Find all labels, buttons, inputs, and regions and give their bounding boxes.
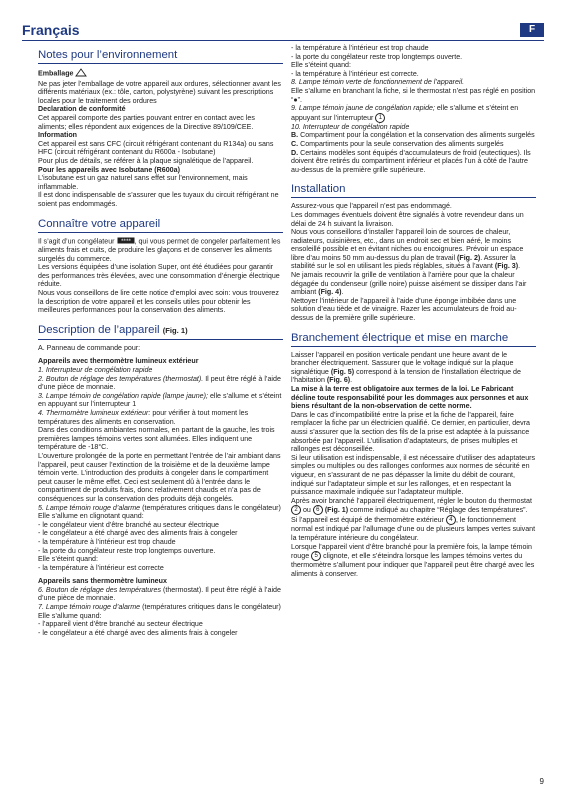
elec-heading: Branchement électrique et mise en marche — [291, 331, 509, 344]
know-heading-rule — [38, 232, 283, 233]
emballage-text: Ne pas jeter l’emballage de votre appareil aux ordures, sélectionner avant les différents matériaux (ex.: tôle, carton, polystyrène) suivant les prescriptions locales pour le traitement des ordures — [38, 79, 281, 105]
isobutane-text: L’isobutane est un gaz naturel sans effet sur l’environnement, mais inflammable. — [38, 174, 248, 191]
item-4-c: Dans des conditions ambiantes normales, en partant de la gauche, les trois premières lampes témoins vertes sont allumées. Elles indiquent une température de -18°C. — [38, 426, 275, 452]
know-paragraph-1: Il s’agit d’un congélateur **** , qui vous permet de congeler parfaitement les aliments frais et cuits, de produire les glaçons et de conserver les aliments surgelés du commerce. — [38, 237, 281, 263]
elec-7: Lorsque l’appareil vient d’être branché pour la première fois, la lampe témoin rouge 5 clignote, et elle s’éteindra lorsque les lampes témoins vertes du thermomètre s’allument pour indiquer que l’appareil peut être chargé avec les aliments à conserver. — [291, 542, 535, 578]
language-badge: F — [520, 23, 544, 37]
freezer-star-icon — [117, 237, 135, 247]
item-4-d: L’ouverture prolongée de la porte en permettant l’entrée de l’air ambiant dans l’appareil, peut causer l’extinction de la troisième et de la deuxième lampe témoin verte. L’introduction des produits à congeler dans le compartiment peut causer le même effet. Ceci est seulement dû à l’entrée dans le compartiment de produits frais, donc relativement chauds et n’a pas de conséquences sur la conservation des produits déjà congelés. — [38, 451, 281, 503]
know-paragraph-3: Nous vous conseillons de lire cette notice d’emploi avec soin: vous trouverez la description de votre appareil et les conseils utiles pour obtenir les meilleures performances pour la conservation des aliments. — [38, 289, 279, 315]
install-2: Les dommages éventuels doivent être signalés à votre revendeur dans un délai de 24 h suivant la livraison. — [291, 210, 524, 228]
elec-3: Dans le cas d’incompatibilité entre la prise et la fiche de l’appareil, faire remplacer la fiche par un électricien qualifié. Ce dernier, en particulier, devra aussi s’assurer que la section des fils de la prise est adaptée à la puissance absorbée par l’appareil. L’utilisation d’adaptateurs, de prises multiples et rallonges est déconseillée. — [291, 410, 530, 454]
item-5-e: - le congélateur a été chargé avec des aliments frais à congeler — [38, 529, 238, 538]
install-heading-rule — [291, 197, 536, 198]
elec-2: La mise à la terre est obligatoire aux termes de la loi. Le Fabricant décline toute responsabilité pour les dommages aux personnes et aux biens résultant de la non-observation de cette norme. — [291, 385, 529, 411]
item-7-d: - l’appareil vient d’être branché au secteur électrique — [38, 620, 203, 629]
page-header — [22, 22, 544, 38]
item-7-e: - le congélateur a été chargé avec des aliments frais à congeler — [38, 628, 238, 637]
elec-5: Après avoir branché l’appareil électriquement, régler le bouton du thermostat 2 ou 6 (Fig. 1) comme indiqué au chapitre “Réglage des températures”. — [291, 496, 532, 515]
item-5-i: - la température à l’intérieur est correcte — [38, 563, 164, 572]
desc-heading: Description de l’appareil (Fig. 1) — [38, 323, 188, 336]
emballage-title: Emballage — [38, 69, 74, 78]
circled-number-icon: 2 — [291, 505, 301, 515]
install-heading: Installation — [291, 183, 346, 196]
nothermo-title: Appareils sans thermomètre lumineux — [38, 577, 167, 586]
r-line-4: - la température à l’intérieur est correcte. — [291, 69, 419, 78]
item-5-g: - la porte du congélateur reste trop longtemps ouverture. — [38, 546, 216, 555]
item-9: 9. Lampe témoin jaune de congélation rapide; elle s’allume et s’éteint en appuyant sur l’interrupteur 1 — [291, 104, 519, 122]
item-7: 7. Lampe témoin rouge d’alarme (températures critiques dans le congélateur) — [38, 603, 281, 612]
circled-number-icon: 4 — [446, 515, 456, 525]
header-rule — [22, 40, 544, 41]
elec-4: Si leur utilisation est indispensable, il est nécessaire d’utiliser des adaptateurs simples ou multiples ou des rallonges conformes aux normes de sécurité en vigueur, en s’assurant de ne pas dépasser la limite du débit de courant, indiqué sur l’adaptateur simple et sur les rallonges, et en respectant la puissance maximale indiquée sur l’adaptateur multiple. — [291, 453, 536, 497]
r-line-1: - la température à l’intérieur est trop chaude — [291, 44, 429, 52]
item-10: 10. Interrupteur de congélation rapide — [291, 122, 410, 131]
desc-heading-rule — [38, 339, 283, 340]
isobutane-title: Pour les appareils avec Isobutane (R600a) — [38, 165, 180, 174]
thermo-title: Appareils avec thermomètre lumineux extérieur — [38, 357, 199, 366]
item-5-h: Elle s’éteint quand: — [38, 555, 98, 564]
item-5-f: - la température à l’intérieur est trop chaude — [38, 537, 176, 546]
svg-text:****: **** — [120, 238, 131, 244]
item-d: D. Certains modèles sont équipés d’accumulateurs de froid (eutectiques). Ils doivent être retirés du compartiment inférieur et placés l’un à côté de l’autre au-dessus de la première grille supérieure. — [291, 148, 531, 174]
elec-heading-rule — [291, 346, 536, 347]
right-column — [291, 44, 536, 578]
item-b: B. Compartiment pour la congélation et la conservation des aliments surgelés — [291, 131, 535, 140]
item-5-c: Elle s’allume en clignotant quand: — [38, 512, 144, 521]
left-column — [38, 48, 283, 637]
circled-number-icon: 1 — [375, 113, 385, 123]
install-1: Assurez-vous que l’appareil n’est pas endommagé. — [291, 202, 452, 211]
install-4: Ne jamais recouvrir la grille de ventilation à l’arrière pour que la chaleur dégagée du condenseur (grille noire) puisse aisément se dissiper dans l’air ambiant (Fig. 4). — [291, 271, 527, 297]
item-5: 5. Lampe témoin rouge d’alarme (températures critiques dans le congélateur) — [38, 503, 281, 512]
circled-number-icon: 5 — [311, 551, 321, 561]
install-3: Nous vous conseillons d’installer l’appareil loin de sources de chaleur, radiateurs, cuisinières, etc., dans un endroit sec et bien aéré, le moins ensoleillé possible et en évitant niches ou encoignures. Prévoir un espace libre d’au moins 50 mm au-dessus du plan de travail (Fig. 2). Assurer la stabilité sur le sol en utilisant les pieds réglables, situés à l’avant (Fig. 3). — [291, 228, 524, 271]
information-title: Information — [38, 131, 78, 140]
elec-6: Si l’appareil est équipé de thermomètre extérieur 4 , le fonctionnement normal est indiqué par l’allumage d’une ou de plusieurs lampes vertes suivant la température intérieure du congélateur. — [291, 516, 536, 542]
item-8: 8. Lampe témoin verte de fonctionnement de l’appareil. — [291, 78, 465, 87]
conformite-text: Cet appareil comporte des parties pouvant entrer en contact avec les aliments; elles répondent aux exigences de la Directive 89/109/CEE. — [38, 113, 255, 131]
circled-number-icon: 6 — [313, 505, 323, 515]
item-1: 1. Interrupteur de congélation rapide — [38, 366, 153, 375]
item-3: 3. Lampe témoin de congélation rapide (lampe jaune); elle s’allume et s’éteint en appuyant sur l’interrupteur 1 — [38, 391, 282, 409]
elec-1: Laisser l’appareil en position verticale pendant une heure avant de le brancher électriquement. Sassurer que le voltage indiqué sur la plaque signalétique (Fig. 5) correspond à la tension de l’installation électrique de l’habitation (Fig. 6). — [291, 350, 521, 385]
r-line-2: - la porte du congélateur reste trop longtemps ouverte. — [291, 52, 463, 61]
item-7-c: Elle s’allume quand: — [38, 611, 102, 620]
isobutane-text-2: Il est donc indispensable de s’assurer que les tuyaux du circuit réfrigérant ne soient pas endommagés. — [38, 191, 279, 208]
item-8-b: Elle s’allume en branchant la fiche, si le thermostat n’est pas réglé en position “●”. — [291, 86, 536, 104]
language-title: Français — [22, 22, 80, 38]
page-number: 9 — [539, 777, 544, 786]
item-2: 2. Bouton de réglage des températures (thermostat). Il peut être réglé à l’aide d’une pièce de monnaie. — [38, 374, 281, 392]
conformite-title: Declaration de conformité — [38, 105, 126, 114]
information-text: Cet appareil est sans CFC (circuit réfrigérant contenant du R134a) ou sans HFC (circuit réfrigérant contenant du R600a - Isobutane) — [38, 139, 274, 157]
install-5: Nettoyer l’intérieur de l’appareil à l’aide d’une éponge imbibée dans une solution d’eau tiède et de vinaigre. Razer les accumulateurs de froid au-dessus de la première grille supérieure. — [291, 296, 517, 323]
desc-a: A. Panneau de commande pour: — [38, 343, 141, 352]
item-6: 6. Bouton de réglage des températures (thermostat). Il peut être réglé à l’aide d’une pièce de monnaie. — [38, 585, 281, 603]
know-heading: Connaître votre appareil — [38, 217, 161, 230]
information-text-2: Pour plus de détails, se référer à la plaque signalétique de l’appareil. — [38, 156, 254, 165]
env-heading-rule — [38, 63, 283, 64]
recycle-icon — [75, 68, 87, 80]
item-5-d: - le congélateur vient d’être branché au secteur électrique — [38, 520, 219, 529]
item-c: C. Compartiments pour la seule conservation des aliments surgelés — [291, 139, 504, 148]
env-heading: Notes pour l’environnement — [38, 49, 178, 61]
item-4: 4. Thermomètre lumineux extérieur: pour vérifier à tout moment les températures des aliments en conservation. — [38, 409, 249, 426]
r-line-3: Elle s’éteint quand: — [291, 61, 351, 70]
know-paragraph-2: Les versions équipées d’une isolation Super, ont été étudiées pour garantir des performances très élevées, avec une consommation d’énergie électrique réduite. — [38, 263, 280, 289]
